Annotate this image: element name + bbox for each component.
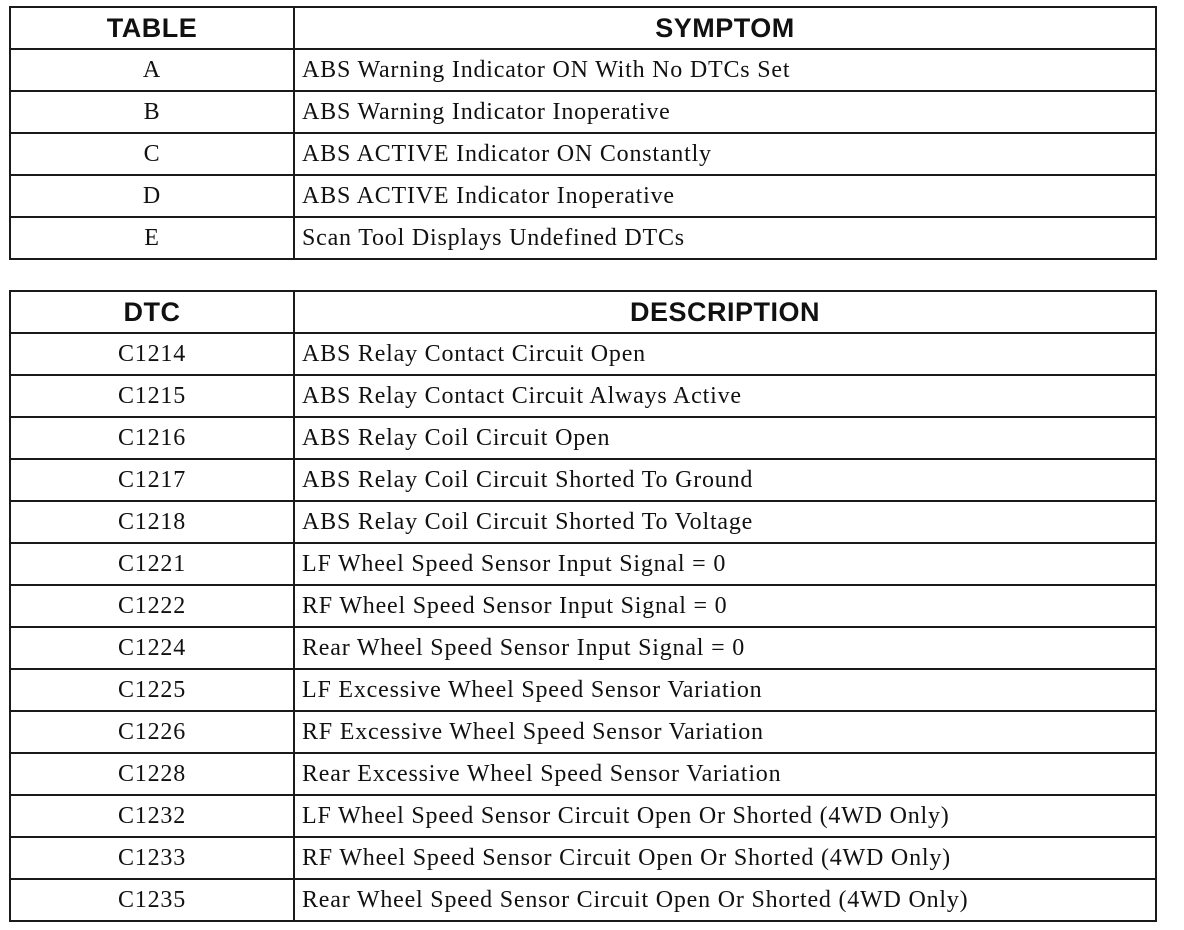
column-header-dtc: DTC [10, 291, 294, 333]
dtc-description-cell: RF Wheel Speed Sensor Circuit Open Or Shorted (4WD Only) [294, 837, 1156, 879]
table-row [10, 459, 1156, 501]
column-header-symptom: SYMPTOM [294, 7, 1156, 49]
table-letter-cell: B [10, 91, 294, 133]
dtc-description-cell: RF Excessive Wheel Speed Sensor Variation [294, 711, 1156, 753]
table-row [10, 585, 1156, 627]
symptom-cell: ABS ACTIVE Indicator ON Constantly [294, 133, 1156, 175]
table-row [10, 375, 1156, 417]
dtc-description-cell: Rear Wheel Speed Sensor Circuit Open Or Shorted (4WD Only) [294, 879, 1156, 921]
dtc-code-cell: C1226 [10, 711, 294, 753]
table-letter-cell: C [10, 133, 294, 175]
dtc-table [9, 290, 1157, 922]
table-row [10, 795, 1156, 837]
symptom-cell: ABS ACTIVE Indicator Inoperative [294, 175, 1156, 217]
dtc-description-cell: ABS Relay Coil Circuit Shorted To Voltage [294, 501, 1156, 543]
dtc-description-cell: ABS Relay Contact Circuit Always Active [294, 375, 1156, 417]
dtc-code-cell: C1235 [10, 879, 294, 921]
column-header-description: DESCRIPTION [294, 291, 1156, 333]
table-row [10, 669, 1156, 711]
table-row [10, 879, 1156, 921]
table-letter-cell: E [10, 217, 294, 259]
table-row [10, 49, 1156, 91]
symptom-cell: ABS Warning Indicator Inoperative [294, 91, 1156, 133]
dtc-code-cell: C1214 [10, 333, 294, 375]
dtc-description-cell: LF Wheel Speed Sensor Input Signal = 0 [294, 543, 1156, 585]
dtc-code-cell: C1218 [10, 501, 294, 543]
dtc-description-cell: Rear Wheel Speed Sensor Input Signal = 0 [294, 627, 1156, 669]
table-header-row [10, 291, 1156, 333]
dtc-description-cell: LF Excessive Wheel Speed Sensor Variation [294, 669, 1156, 711]
table-row [10, 417, 1156, 459]
table-row [10, 333, 1156, 375]
table-letter-cell: D [10, 175, 294, 217]
dtc-code-cell: C1222 [10, 585, 294, 627]
dtc-code-cell: C1225 [10, 669, 294, 711]
dtc-code-cell: C1215 [10, 375, 294, 417]
table-row [10, 175, 1156, 217]
dtc-code-cell: C1232 [10, 795, 294, 837]
dtc-code-cell: C1224 [10, 627, 294, 669]
dtc-code-cell: C1228 [10, 753, 294, 795]
dtc-code-cell: C1233 [10, 837, 294, 879]
dtc-code-cell: C1221 [10, 543, 294, 585]
table-row [10, 627, 1156, 669]
dtc-description-cell: RF Wheel Speed Sensor Input Signal = 0 [294, 585, 1156, 627]
table-header-row [10, 7, 1156, 49]
dtc-description-cell: Rear Excessive Wheel Speed Sensor Variation [294, 753, 1156, 795]
table-letter-cell: A [10, 49, 294, 91]
dtc-description-cell: ABS Relay Contact Circuit Open [294, 333, 1156, 375]
table-row [10, 543, 1156, 585]
dtc-code-cell: C1217 [10, 459, 294, 501]
column-header-table: TABLE [10, 7, 294, 49]
symptom-cell: Scan Tool Displays Undefined DTCs [294, 217, 1156, 259]
table-row [10, 133, 1156, 175]
table-row [10, 217, 1156, 259]
dtc-description-cell: ABS Relay Coil Circuit Shorted To Ground [294, 459, 1156, 501]
dtc-description-cell: LF Wheel Speed Sensor Circuit Open Or Shorted (4WD Only) [294, 795, 1156, 837]
table-row [10, 753, 1156, 795]
symptom-cell: ABS Warning Indicator ON With No DTCs Set [294, 49, 1156, 91]
table-row [10, 501, 1156, 543]
dtc-code-cell: C1216 [10, 417, 294, 459]
table-row [10, 711, 1156, 753]
table-row [10, 91, 1156, 133]
table-row [10, 837, 1156, 879]
dtc-description-cell: ABS Relay Coil Circuit Open [294, 417, 1156, 459]
symptom-table [9, 6, 1157, 260]
